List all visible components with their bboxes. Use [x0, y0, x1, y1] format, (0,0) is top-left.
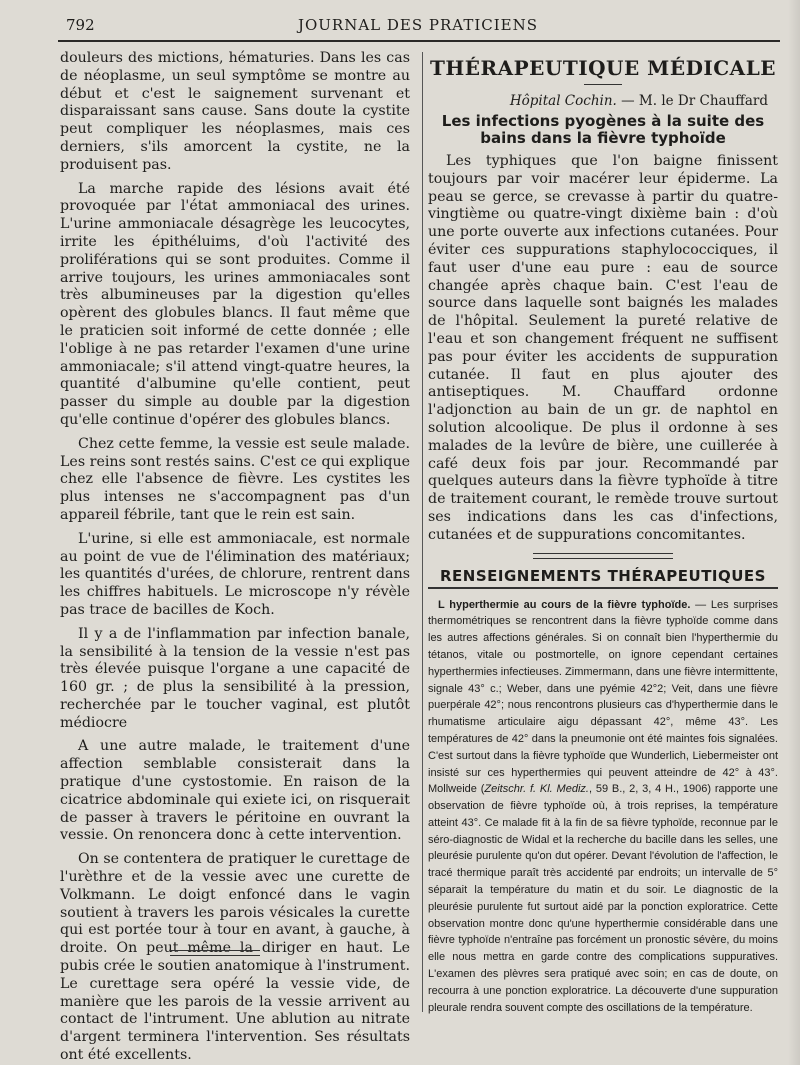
note-text-part1: — Les surprises thermométriques se rencontrent dans la fièvre typhoïde comme dans les autres affections générales. Si on connaît bien l'hyperthermie du tétanos, vitale ou postmortelle, on ignore cependant certaines hyperthermies infectieuses. Zimmermann, dans une fièvre intermittente, signale 43° c.; Weber, dans une pyémie 42°2; Veit, dans une fièvre puerpérale 42°; nous rencontrons plusieurs cas d'hyperthermie dans le rhumatisme articulaire aigu dépassant 42°, même 43°. Les températures de 42° dans la pneumonie ont été maintes fois signalées. C'est surtout dans la fièvre typhoïde que Wunderlich, Liebermeister ont insisté sur ces hyperthermies qui peuvent atteindre de 42° à 43°. Mollweide (	[428, 598, 778, 796]
paragraph: douleurs des mictions, hématuries. Dans les cas de néoplasme, un seul symptôme se montre au début et c'est le saignement survenant et disparaissant sans cause. Sans doute la cystite peut compliquer les néoplasmes, mais ces derniers, s'ils amorcent la cystite, ne la produisent pas.	[60, 50, 410, 173]
section-separator	[533, 553, 673, 559]
section-title: THÉRAPEUTIQUE MÉDICALE	[429, 56, 777, 80]
hospital-author: — M. le Dr Chauffard	[621, 93, 768, 109]
journal-title: JOURNAL DES PRATICIENS	[297, 16, 539, 34]
page-header	[58, 12, 778, 36]
hospital-place: Hôpital Cochin.	[509, 93, 617, 109]
note-paragraph	[428, 597, 778, 1017]
left-column	[60, 50, 410, 1065]
paragraph: La marche rapide des lésions avait été provoquée par l'état ammoniacal des urines. L'urine ammoniacale désagrège les leucocytes, irrite les épithéluims, d'où l'activité des proliférations qui se sont produites. Comme il arrive toujours, les urines ammoniacales sont très albumineuses par la digestion qu'elles opèrent des globules blancs. Il faut même que le praticien soit informé de cette donnée ; elle l'oblige à ne pas retarder l'examen d'une urine ammoniacale; s'il attend vingt-quatre heures, la quantité d'albumine qu'elle contient, peut passer du simple au double par la digestion qu'elle continue d'opérer des globules blancs.	[60, 180, 410, 428]
paragraph: L'urine, si elle est ammoniacale, est normale au point de vue de l'élimination des matériaux; les quantités d'urées, de chlorure, rentrent dans les chiffres habituels. Le microscope n'y révèle pas trace de bacilles de Koch.	[60, 530, 410, 618]
header-rule	[58, 40, 780, 42]
title-rule	[584, 84, 622, 85]
paragraph: On se contentera de pratiquer le curettage de l'urèthre et de la vessie avec une curette de Volkmann. Le doigt enfoncé dans le vagin soutient à travers les parois vésicales la curette qui est portée tour à tour en avant, à gauche, à droite. On peut même la diriger en haut. Le pubis crée le soutien anatomique à l'instrument. Le curettage sera opéré la vessie vide, de manière que les parois de la vessie arrivent au contact de l'intrument. Une ablution au nitrate d'argent terminera l'intervention. Ses résultats ont été excellents.	[60, 851, 410, 1064]
right-column	[428, 50, 778, 1016]
note-text-part2: , 59 B., 2, 3, 4 H., 1906) rapporte une observation de fièvre typhoïde où, à trois reprises, la température atteint 43°. Ce malade fit à la fin de sa fièvre typhoïde, reconnue par le séro-diagnostic de Widal et la recherche du bacille dans les selles, une pleurésie purulente qu'on dut opérer. Devant l'évolution de l'affection, le tracé thermique paraît très accidenté par endroits; un intervalle de 5° séparait la température du matin et du soir. Le diagnostic de la pleurésie purulente fut surtout aidé par la ponction exploratrice. Cette observation montre donc qu'une hyperthermie considérable dans une fièvre typhoïde n'entraîne pas forcément un pronostic sévère, du moins elle nous mettra en garde contre des complications suppuratives. L'examen des plèvres sera pratiqué avec soin; en cas de doute, on recourra à une ponction exploratrice. La découverte d'une suppuration pleurale rendra souvent compte des oscillations de la température.	[428, 783, 778, 1014]
article-title: Les infections pyogènes à la suite des bains dans la fièvre typhoïde	[441, 112, 765, 147]
paragraph: Il y a de l'inflammation par infection banale, la sensibilité à la tension de la vessie n'est pas très élevée puisque l'organe a une capacité de 160 gr. ; de plus la sensibilité à la pression, recherchée par le toucher vaginal, est plutôt médiocre	[60, 625, 410, 731]
page-number: 792	[66, 16, 95, 34]
column-divider	[422, 52, 423, 1012]
scan-edge-shadow	[788, 0, 800, 1065]
paragraph: Chez cette femme, la vessie est seule malade. Les reins sont restés sains. C'est ce qui explique chez elle l'absence de fièvre. Les cystites les plus intenses ne s'accompagnent pas d'un appareil fébrile, tant que le rein est sain.	[60, 435, 410, 523]
paragraph: A une autre malade, le traitement d'une affection semblable consisterait dans la pratique d'une cystostomie. En raison de la cicatrice abdominale qui exiete ici, on risquerait de passer à travers le péritoine en ouvrant la vessie. On renoncera donc à cette intervention.	[60, 738, 410, 844]
section2-title: RENSEIGNEMENTS THÉRAPEUTIQUES	[440, 566, 766, 585]
note-citation: Zeitschr. f. Kl. Mediz.	[484, 783, 589, 796]
article-body: Les typhiques que l'on baigne finissent toujours par voir macérer leur épiderme. La peau se gerce, se crevasse à partir du quatre-vingtième ou quatre-vingt dixième bain : d'où une porte ouverte aux infections cutanées. Pour éviter ces suppurations staphylococciques, il faut user d'une eau pure : eau de source changée après chaque bain. C'est l'eau de source dans laquelle sont baignés les malades de l'hôpital. Seulement la pureté relative de l'eau et son changement fréquent ne suffisent pas pour éviter les accidents de suppuration cutanée. Il faut en plus ajouter des antiseptiques. M. Chauffard ordonne l'adjonction au bain de un gr. de naphtol en solution alcoolique. De plus il ordonne à ses malades de la levûre de bière, une cuillerée à café deux fois par jour. Recommandé par quelques auteurs dans la fièvre typhoïde à titre de traitement courant, le remède trouve surtout ses indications dans les cas d'infections, cutanées et de suppurations concomitantes.	[428, 153, 778, 543]
hospital-byline	[428, 93, 768, 109]
article-end-rule	[170, 950, 260, 956]
section2-rule	[428, 587, 778, 589]
note-lead: L hyperthermie au cours de la fièvre typhoïde.	[438, 598, 691, 611]
